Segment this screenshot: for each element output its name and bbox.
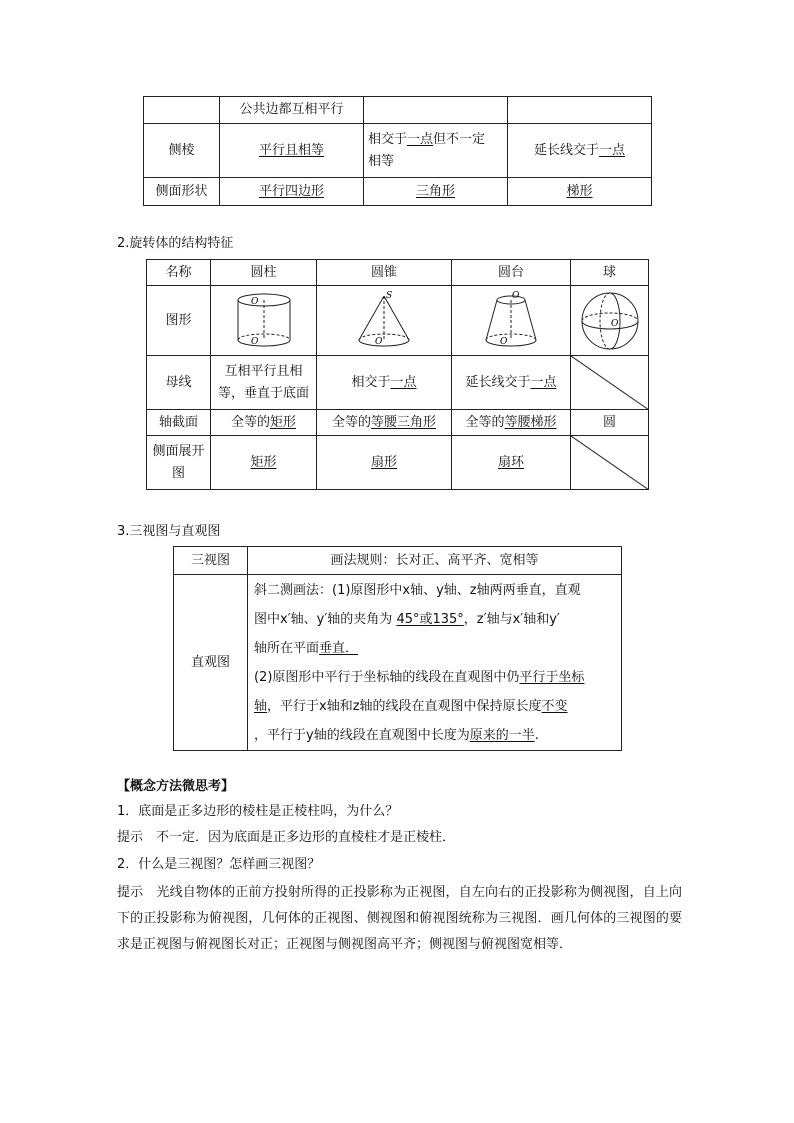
row-label-lateral-edge: 侧棱: [144, 124, 220, 178]
cone-axial-section: 全等的等腰三角形: [317, 410, 452, 436]
svg-text:S: S: [386, 290, 393, 301]
cone-generatrix: 相交于一点: [317, 356, 452, 410]
svg-text:O: O: [610, 318, 618, 329]
svg-text:O: O: [500, 336, 508, 347]
think-heading: 【概念方法微思考】: [117, 779, 235, 794]
cylinder-figure: [211, 286, 317, 356]
pyramid-lateral-face: 三角形: [364, 178, 508, 206]
cell-parallel-edges: 公共边都互相平行: [220, 97, 364, 124]
pyramid-lateral-edge: 相交于一点但不一定 相等: [364, 124, 508, 178]
sphere-axial-section: 圆: [571, 410, 649, 436]
three-views-table: [173, 546, 622, 751]
cylinder-generatrix: 互相平行且相等，垂直于底面: [211, 356, 317, 410]
question-1: 1．底面是正多边形的棱柱是正棱柱吗，为什么？: [117, 804, 399, 819]
prism-lateral-edge: 平行且相等: [220, 124, 364, 178]
cylinder-axial-section: 全等的矩形: [211, 410, 317, 436]
svg-text:O: O: [375, 336, 383, 347]
question-2: 2．什么是三视图？怎样画三视图？: [117, 857, 321, 872]
section-heading-solids-of-revolution: 2.旋转体的结构特征: [117, 236, 234, 251]
frustum-lateral-development: 扇环: [452, 436, 571, 490]
prism-lateral-face: 平行四边形: [220, 178, 364, 206]
header-frustum: 圆台: [452, 260, 571, 286]
sphere-generatrix-none: [571, 356, 649, 410]
frustum-lateral-edge: 延长线交于一点: [508, 124, 652, 178]
frustum-figure: [452, 286, 571, 356]
cell-empty: [144, 97, 220, 124]
row-label-three-views: 三视图: [174, 547, 248, 575]
header-name: 名称: [147, 260, 211, 286]
cell-empty: [508, 97, 652, 124]
header-cylinder: 圆柱: [211, 260, 317, 286]
row-label-generatrix: 母线: [147, 356, 211, 410]
svg-text:O: O: [250, 296, 258, 307]
oblique-drawing-rules: 斜二测画法：(1)原图形中x轴、y轴、z轴两两垂直，直观 图中x′轴、y′轴的夹角为 45°或135°，z′轴与x′轴和y′ 轴所在平面垂直． (2)原图形中平行于坐标轴的线段在直观图中仍平行于坐标 轴，平行于x轴和z轴的线段在直观图中保持原长度不变 ，平行于y轴的线段在直观图中长度为原来的一半.: [248, 575, 622, 751]
frustum-lateral-face: 梯形: [508, 178, 652, 206]
header-sphere: 球: [571, 260, 649, 286]
section-heading-three-views: 3.三视图与直观图: [117, 524, 221, 539]
cylinder-lateral-development: 矩形: [211, 436, 317, 490]
three-views-rule: 画法规则：长对正、高平齐、宽相等: [248, 547, 622, 575]
row-label-lateral-face: 侧面形状: [144, 178, 220, 206]
answer-1: 提示 不一定．因为底面是正多边形的直棱柱才是正棱柱．: [117, 830, 456, 845]
row-label-figure: 图形: [147, 286, 211, 356]
cone-figure: [317, 286, 452, 356]
sphere-lateral-development-none: [571, 436, 649, 490]
cone-lateral-development: 扇形: [317, 436, 452, 490]
cell-empty: [364, 97, 508, 124]
svg-text:O: O: [250, 336, 258, 347]
row-label-lateral-development: 侧面展开图: [147, 436, 211, 490]
polyhedron-table: [143, 96, 652, 206]
row-label-intuitive-view: 直观图: [174, 575, 248, 751]
revolution-table: [146, 259, 649, 490]
header-cone: 圆锥: [317, 260, 452, 286]
answer-2: 提示 光线自物体的正前方投射所得的正投影称为正视图，自左向右的正投影称为侧视图，自上向下的正投影称为俯视图，几何体的正视图、侧视图和俯视图统称为三视图．画几何体的三视图的要求是正视图与俯视图长对正；正视图与侧视图高平齐；侧视图与俯视图宽相等．: [117, 885, 682, 952]
frustum-axial-section: 全等的等腰梯形: [452, 410, 571, 436]
sphere-figure: [571, 286, 649, 356]
frustum-generatrix: 延长线交于一点: [452, 356, 571, 410]
svg-text:O: O: [512, 290, 520, 301]
row-label-axial-section: 轴截面: [147, 410, 211, 436]
